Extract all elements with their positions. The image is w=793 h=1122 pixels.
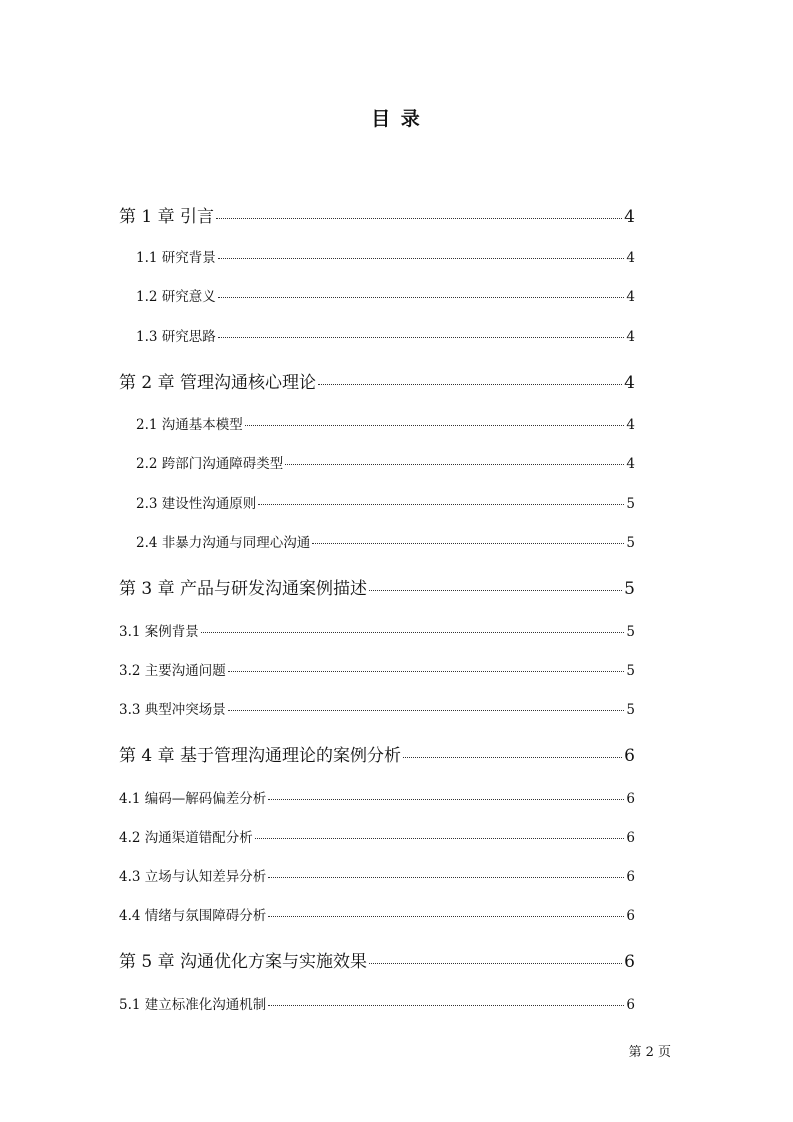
- dot-leader: [403, 757, 622, 758]
- toc-entry-label: 4.1 编码—解码偏差分析: [119, 791, 267, 807]
- toc-entry-page: 5: [626, 702, 635, 718]
- toc-entry-page: 6: [624, 746, 635, 766]
- toc-entry-5-1[interactable]: [119, 993, 635, 1013]
- toc-entry-page: 6: [626, 869, 635, 885]
- dot-leader: [369, 590, 622, 591]
- toc-entry-label: 1.3 研究思路: [136, 329, 216, 345]
- dot-leader: [312, 543, 624, 544]
- toc-entry-4-2[interactable]: [119, 826, 635, 846]
- dot-leader: [268, 916, 624, 917]
- toc-entry-page: 5: [626, 663, 635, 679]
- toc-entry-label: 第 5 章 沟通优化方案与实施效果: [119, 952, 368, 972]
- toc-entry-label: 第 3 章 产品与研发沟通案例描述: [119, 579, 368, 599]
- toc-entry-label: 3.3 典型冲突场景: [119, 702, 226, 718]
- toc-entry-label: 4.2 沟通渠道错配分析: [119, 830, 253, 846]
- toc-entry-page: 4: [626, 250, 635, 266]
- toc-entry-3-1[interactable]: [119, 620, 635, 640]
- toc-entry-page: 6: [626, 830, 635, 846]
- page-number-footer: 第 2 页: [628, 1045, 671, 1060]
- toc-entry-chapter-3[interactable]: [119, 574, 635, 599]
- toc-entry-label: 5.1 建立标准化沟通机制: [119, 997, 267, 1013]
- toc-entry-4-1[interactable]: [119, 787, 635, 807]
- dot-leader: [228, 671, 625, 672]
- toc-entry-label: 第 4 章 基于管理沟通理论的案例分析: [119, 746, 402, 766]
- toc-entry-4-4[interactable]: [119, 904, 635, 924]
- toc-entry-page: 5: [626, 535, 635, 551]
- toc-title: 目 录: [371, 108, 422, 130]
- toc-entry-3-3[interactable]: [119, 698, 635, 718]
- toc-entry-label: 3.1 案例背景: [119, 624, 199, 640]
- toc-entry-page: 4: [626, 456, 635, 472]
- dot-leader: [245, 425, 625, 426]
- toc-entry-page: 4: [626, 289, 635, 305]
- toc-entry-1-1[interactable]: [136, 246, 635, 266]
- toc-entry-chapter-2[interactable]: [119, 368, 635, 393]
- toc-entry-page: 4: [626, 417, 635, 433]
- toc-entry-page: 4: [624, 373, 635, 393]
- dot-leader: [268, 877, 624, 878]
- toc-entry-page: 5: [626, 496, 635, 512]
- toc-entry-page: 5: [624, 579, 635, 599]
- toc-entry-label: 2.3 建设性沟通原则: [136, 496, 257, 512]
- toc-entry-label: 4.4 情绪与氛围障碍分析: [119, 908, 267, 924]
- toc-entry-label: 2.2 跨部门沟通障碍类型: [136, 456, 284, 472]
- toc-entry-chapter-4[interactable]: [119, 741, 635, 766]
- dot-leader: [318, 384, 622, 385]
- toc-entry-chapter-5[interactable]: [119, 947, 635, 972]
- toc-entry-label: 2.4 非暴力沟通与同理心沟通: [136, 535, 311, 551]
- toc-entry-label: 1.2 研究意义: [136, 289, 216, 305]
- dot-leader: [268, 799, 624, 800]
- toc-entry-1-3[interactable]: [136, 325, 635, 345]
- dot-leader: [218, 297, 625, 298]
- toc-entry-page: 6: [626, 997, 635, 1013]
- dot-leader: [268, 1005, 624, 1006]
- toc-entry-label: 3.2 主要沟通问题: [119, 663, 226, 679]
- toc-entry-2-3[interactable]: [136, 492, 635, 512]
- toc-entry-page: 6: [626, 908, 635, 924]
- dot-leader: [258, 504, 624, 505]
- dot-leader: [255, 838, 625, 839]
- toc-entry-chapter-1[interactable]: [119, 202, 635, 227]
- toc-entry-page: 6: [626, 791, 635, 807]
- toc-entry-label: 1.1 研究背景: [136, 250, 216, 266]
- toc-entry-2-2[interactable]: [136, 452, 635, 472]
- toc-entry-page: 6: [624, 952, 635, 972]
- dot-leader: [218, 258, 625, 259]
- toc-entry-2-4[interactable]: [136, 531, 635, 551]
- toc-entry-label: 4.3 立场与认知差异分析: [119, 869, 267, 885]
- toc-entry-page: 4: [624, 207, 635, 227]
- dot-leader: [218, 337, 625, 338]
- dot-leader: [201, 632, 625, 633]
- dot-leader: [285, 464, 624, 465]
- toc-entry-2-1[interactable]: [136, 413, 635, 433]
- toc-entry-label: 2.1 沟通基本模型: [136, 417, 243, 433]
- dot-leader: [369, 963, 622, 964]
- toc-entry-label: 第 2 章 管理沟通核心理论: [119, 373, 317, 393]
- toc-entry-page: 4: [626, 329, 635, 345]
- toc-entry-label: 第 1 章 引言: [119, 207, 215, 227]
- toc-entry-1-2[interactable]: [136, 285, 635, 305]
- toc-entry-4-3[interactable]: [119, 865, 635, 885]
- toc-entry-3-2[interactable]: [119, 659, 635, 679]
- toc-entry-page: 5: [626, 624, 635, 640]
- dot-leader: [228, 710, 625, 711]
- dot-leader: [216, 218, 622, 219]
